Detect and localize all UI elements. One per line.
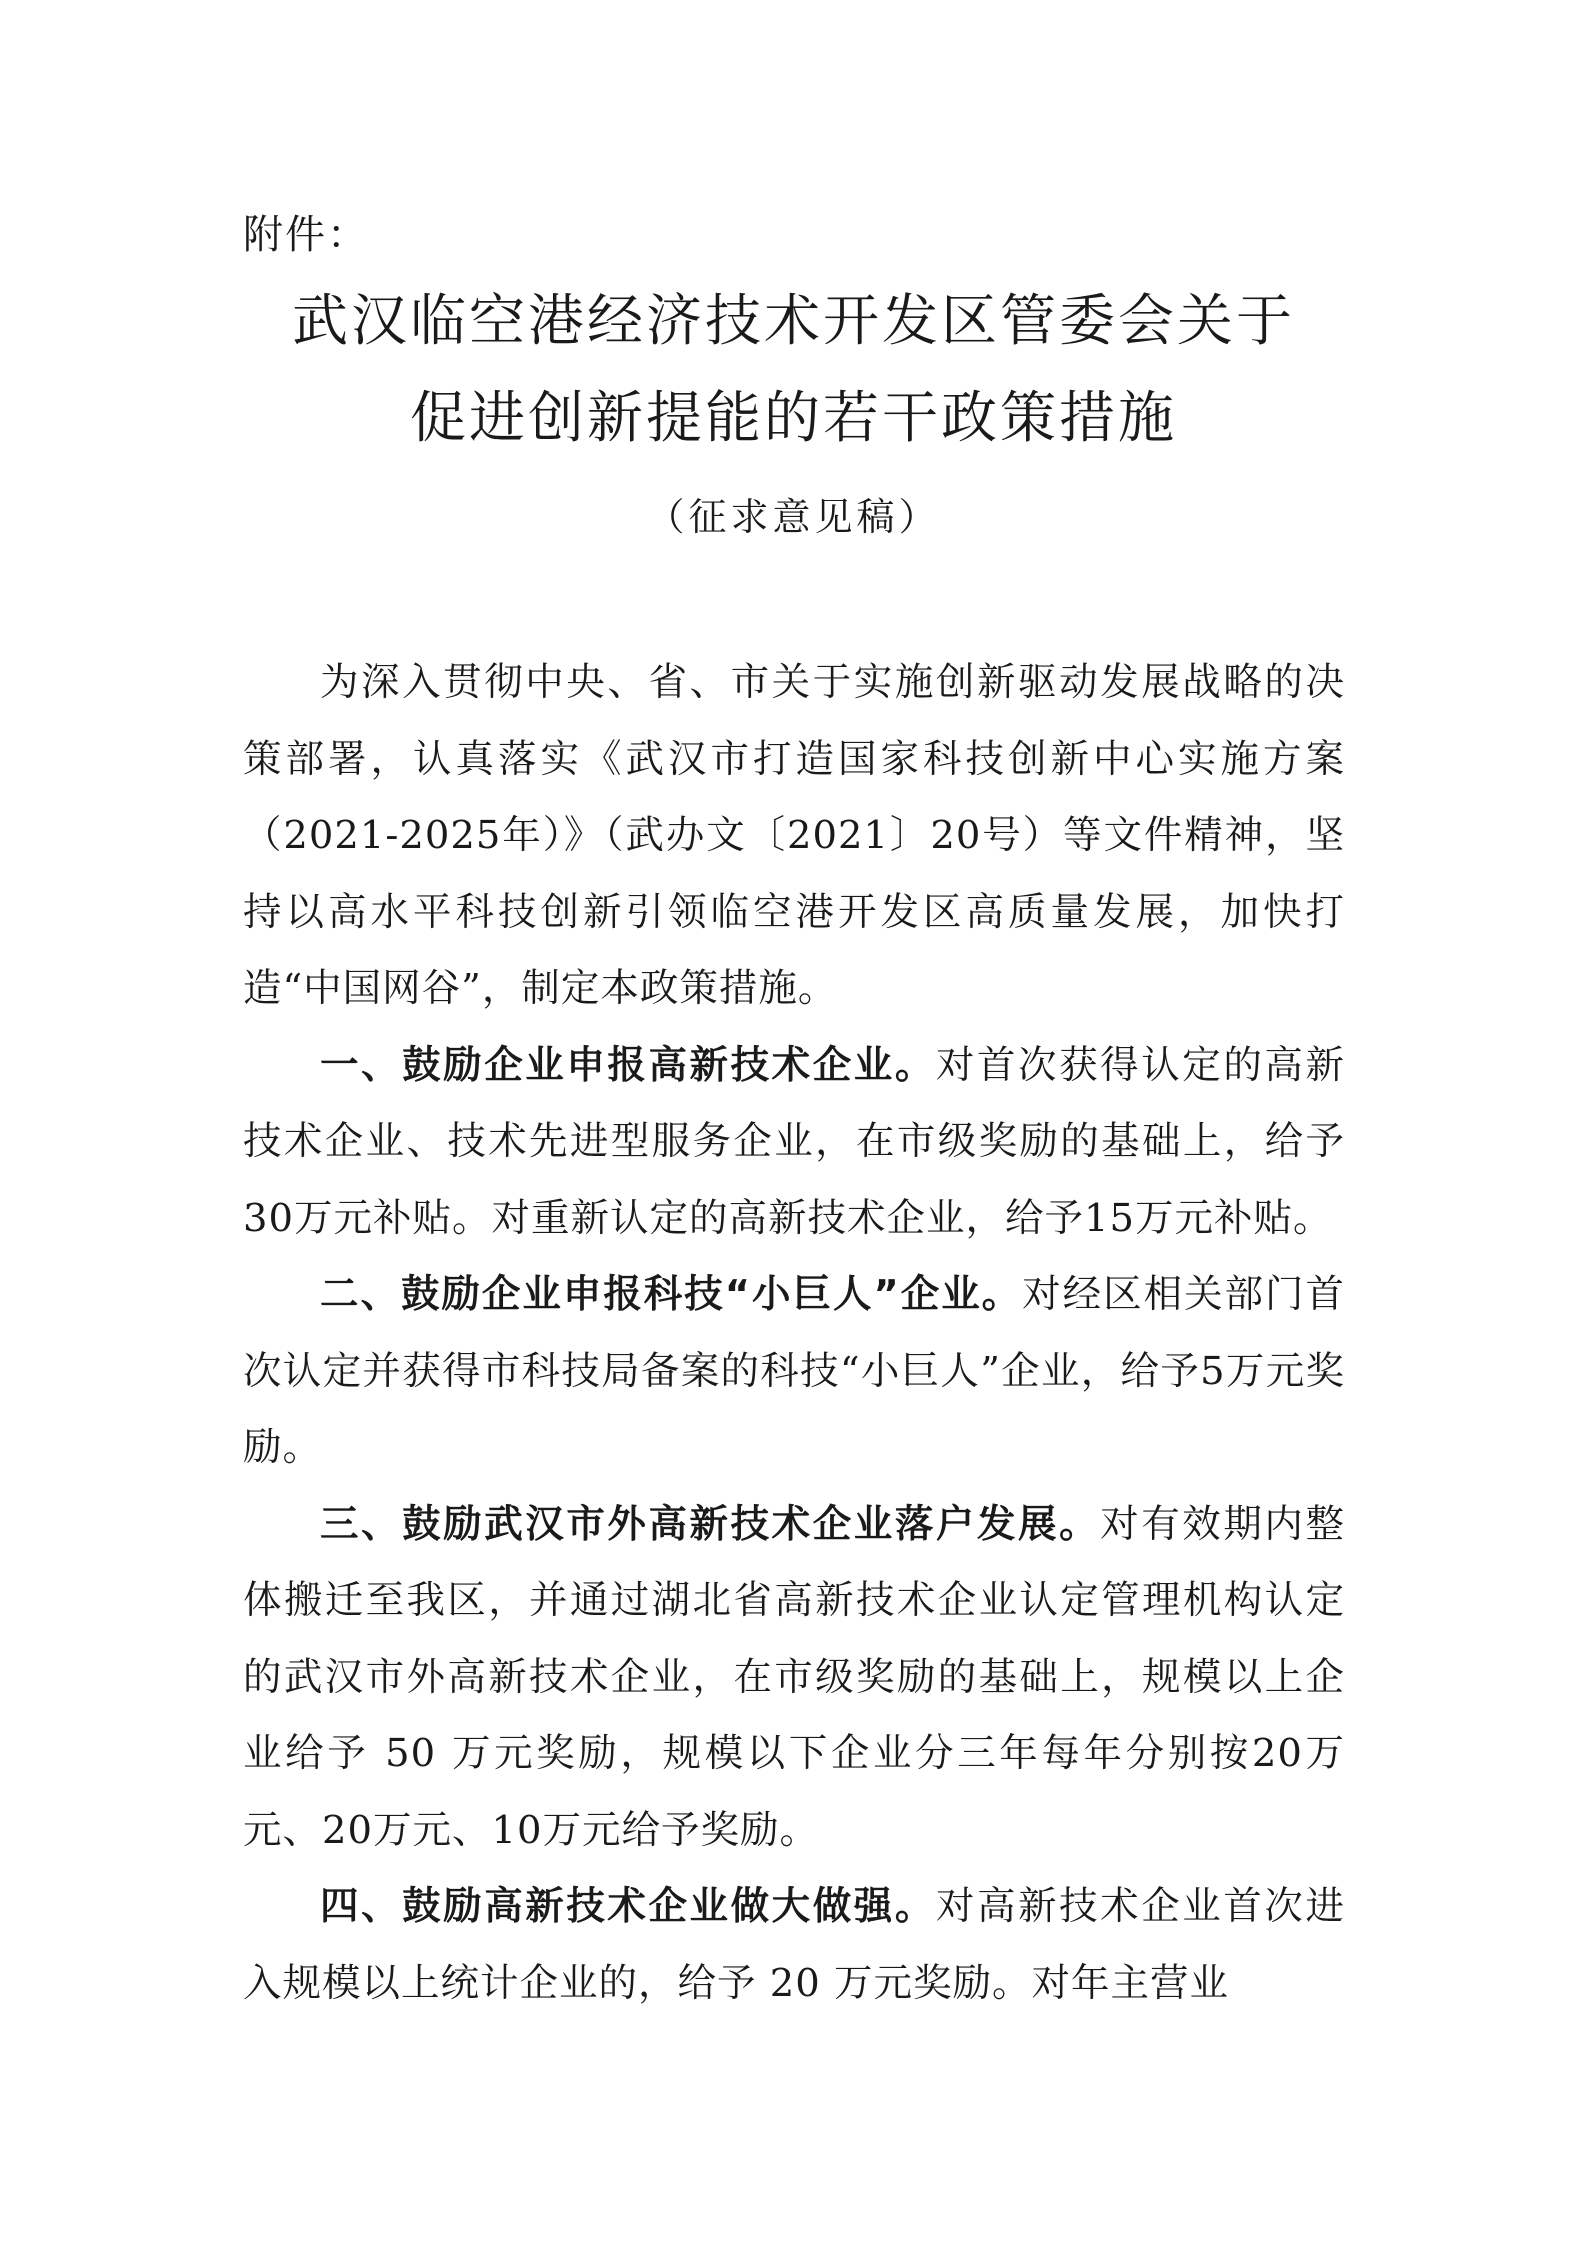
policy-item-4-heading: 四、鼓励高新技术企业做大做强。 bbox=[320, 1884, 936, 1929]
policy-item-1-heading: 一、鼓励企业申报高新技术企业。 bbox=[320, 1042, 936, 1088]
policy-item-4-text: 对高新技术企业首次进入规模以上统计企业的，给予 20 万元奖励。对年主营业 bbox=[243, 1884, 1345, 2006]
policy-item-1 bbox=[243, 1028, 1345, 1258]
policy-item-3-text: 对有效期内整体搬迁至我区，并通过湖北省高新技术企业认定管理机构认定的武汉市外高新技术企业，在市级奖励的基础上，规模以上企业给予 50 万元奖励，规模以下企业分三年每年分别按20万元、20万元、10万元给予奖励。 bbox=[243, 1501, 1345, 1853]
policy-item-4 bbox=[243, 1869, 1345, 2022]
document-title-line-2: 促进创新提能的若干政策措施 bbox=[410, 386, 1177, 451]
document-body bbox=[243, 645, 1345, 2022]
policy-item-3-heading: 三、鼓励武汉市外高新技术企业落户发展。 bbox=[320, 1501, 1101, 1547]
document-subtitle: （征求意见稿） bbox=[646, 495, 941, 539]
policy-item-1-text: 对首次获得认定的高新技术企业、技术先进型服务企业，在市级奖励的基础上，给予30万元补贴。对重新认定的高新技术企业，给予15万元补贴。 bbox=[243, 1042, 1345, 1241]
policy-item-2-heading: 二、鼓励企业申报科技“小巨人”企业。 bbox=[320, 1272, 1023, 1317]
policy-item-2-text: 对经区相关部门首次认定并获得市科技局备案的科技“小巨人”企业，给予5万元奖励。 bbox=[243, 1272, 1345, 1470]
policy-item-3 bbox=[243, 1487, 1345, 1870]
intro-paragraph: 为深入贯彻中央、省、市关于实施创新驱动发展战略的决策部署，认真落实《武汉市打造国家科技创新中心实施方案（2021-2025年）》（武办文〔2021〕20号）等文件精神，坚持以高水平科技创新引领临空港开发区高质量发展，加快打造“中国网谷”，制定本政策措施。 bbox=[243, 660, 1345, 1011]
attachment-label: 附件： bbox=[243, 212, 369, 258]
policy-item-2 bbox=[243, 1257, 1345, 1487]
document-title-line-1: 武汉临空港经济技术开发区管委会关于 bbox=[292, 289, 1295, 354]
